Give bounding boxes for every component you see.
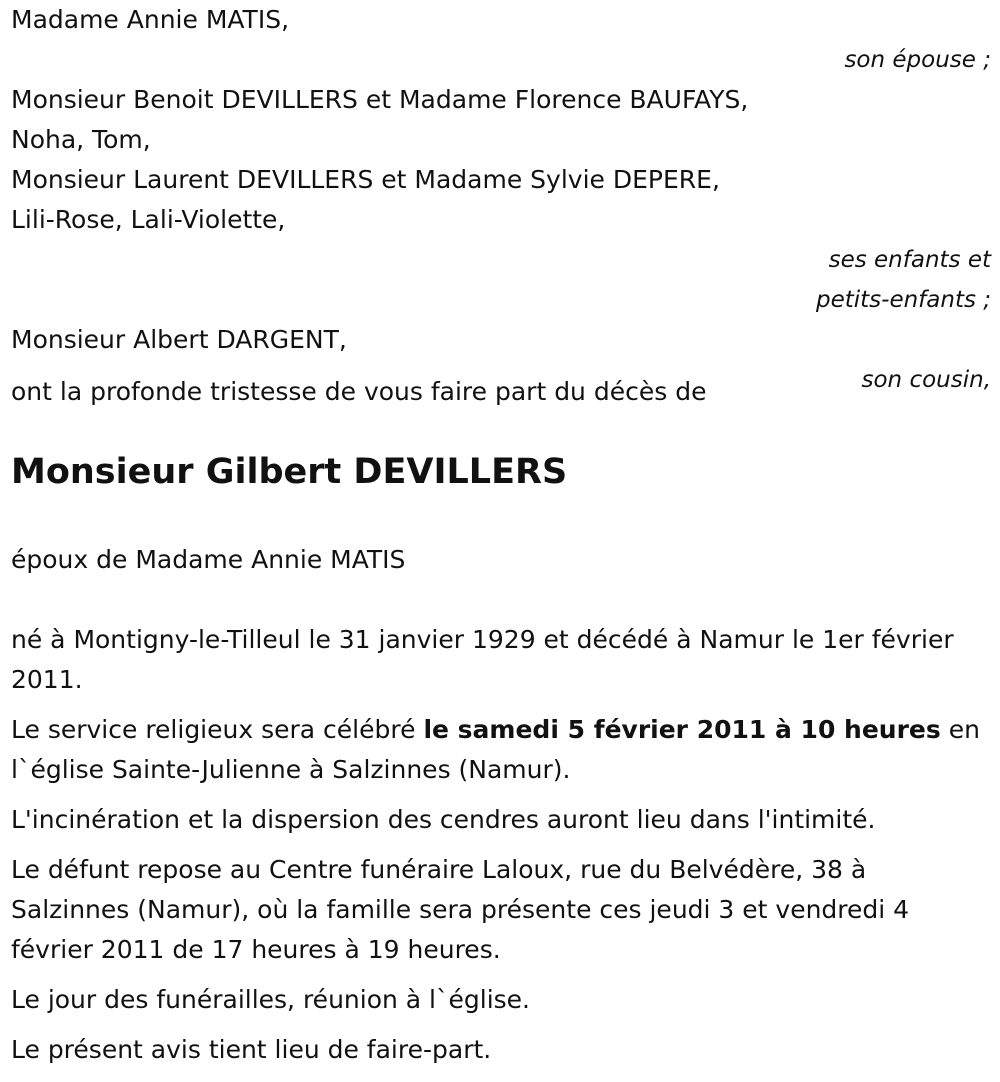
service-date: le samedi 5 février 2011 à 10 heures [423,715,941,744]
child-line-2: Monsieur Laurent DEVILLERS et Madame Sylvie DEPERE, [11,165,720,194]
cremation-text: L'incinération et la dispersion des cendres auront lieu dans l'intimité. [11,805,876,834]
spouse-role: son épouse ; [844,47,991,73]
announcement-text: ont la profonde tristesse de vous faire part du décès de [11,377,707,406]
spouse-line: Madame Annie MATIS, [11,5,290,34]
details-section [11,620,991,1080]
spouse-of-text: époux de Madame Annie MATIS [11,545,406,574]
closing-text: Le présent avis tient lieu de faire-part. [11,1035,492,1064]
cousin-line: Monsieur Albert DARGENT, [11,325,347,354]
visitation-text: Le défunt repose au Centre funéraire Laloux, rue du Belvédère, 38 à Salzinnes (Namur), où la famille sera présente ces jeudi 3 et vendredi 4 février 2011 de 17 heures à 19 heures. [11,855,910,964]
cousin-role: son cousin, [861,367,991,393]
family-list [11,0,991,400]
children-role-2: petits-enfants ; [815,287,991,313]
grandchildren-line-1: Noha, Tom, [11,125,151,154]
birth-death-text: né à Montigny-le-Tilleul le 31 janvier 1929 et décédé à Namur le 1er février 2011. [11,625,954,694]
deceased-name: Monsieur Gilbert DEVILLERS [11,452,568,492]
service-text [11,710,991,790]
meeting-text: Le jour des funérailles, réunion à l`église. [11,985,530,1014]
service-suffix: en l`église Sainte-Julienne à Salzinnes (Namur). [11,715,980,784]
grandchildren-line-2: Lili-Rose, Lali-Violette, [11,205,286,234]
service-prefix: Le service religieux sera célébré [11,715,424,744]
child-line-1: Monsieur Benoit DEVILLERS et Madame Florence BAUFAYS, [11,85,749,114]
children-role-1: ses enfants et [828,247,991,273]
